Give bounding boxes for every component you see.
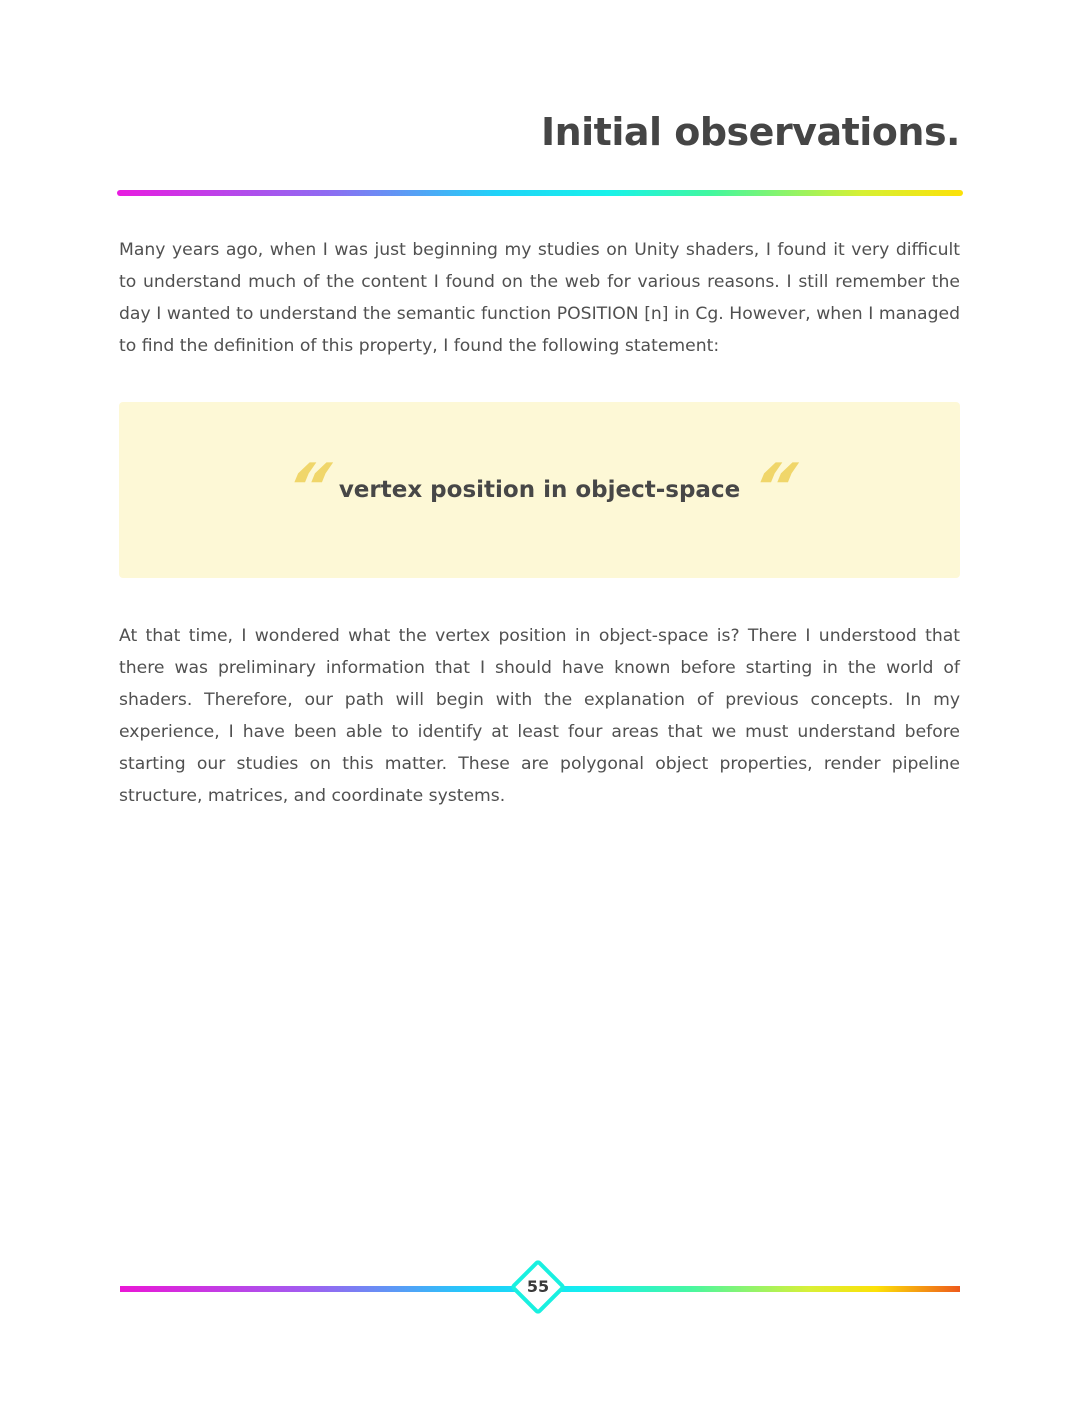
page-number-badge [518, 1267, 558, 1307]
quote-callout [119, 402, 960, 578]
quote-close-icon: “ [744, 451, 802, 525]
page-title: Initial observations. [540, 110, 960, 154]
quote-text: vertex position in object-space [338, 477, 741, 503]
quote-open-icon: “ [277, 451, 335, 525]
title-gradient-divider [117, 190, 963, 196]
page-number: 55 [526, 1277, 550, 1296]
intro-paragraph: Many years ago, when I was just beginning my studies on Unity shaders, I found it very difficult to understand much of the content I found on the web for various reasons. I still remember the day I wanted to understand the semantic function POSITION [n] in Cg. However, when I managed to find the definition of this property, I found the following statement: [119, 240, 960, 356]
quote-content [277, 451, 802, 525]
followup-paragraph: At that time, I wondered what the vertex position in object-space is? There I understood that there was preliminary information that I should have known before starting in the world of shaders. Therefore, our path will begin with the explanation of previous concepts. In my experience, I have been able to identify at least four areas that we must understand before starting our studies on this matter. These are polygonal object properties, render pipeline structure, matrices, and coordinate systems. [119, 626, 960, 806]
